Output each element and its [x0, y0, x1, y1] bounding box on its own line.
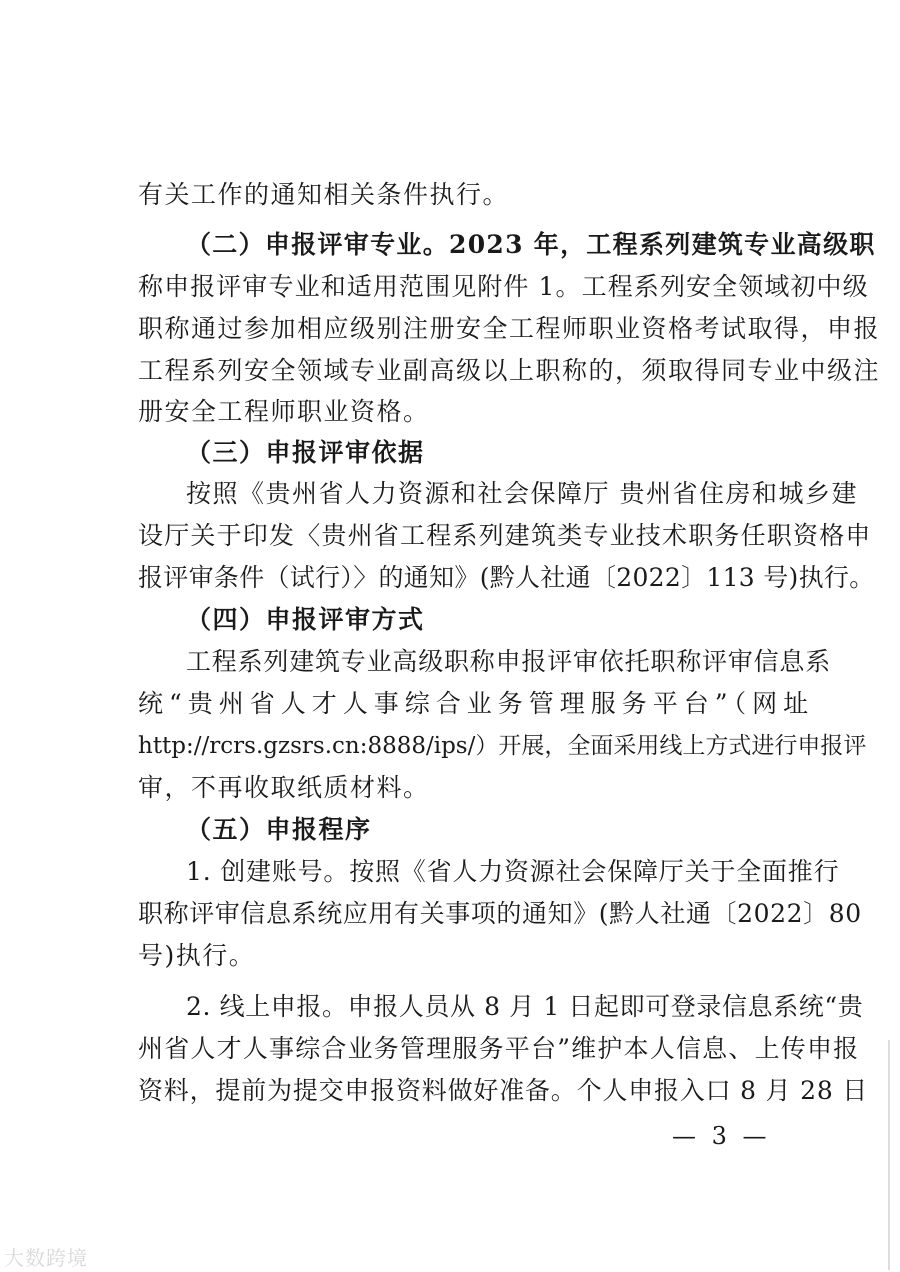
text-line: 工程系列建筑专业高级职称申报评审依托职称评审信息系: [186, 647, 832, 676]
text-line: 职称通过参加相应级别注册安全工程师职业资格考试取得，申报: [138, 314, 881, 343]
page-number: — 3 —: [672, 1122, 771, 1150]
text-line: 按照《贵州省人力资源和社会保障厅 贵州省住房和城乡建: [186, 479, 858, 508]
text-line: 职称评审信息系统应用有关事项的通知》(黔人社通〔2022〕80: [138, 899, 862, 928]
section-heading-2: （二）申报评审专业。2023 年，工程系列建筑专业高级职: [186, 230, 876, 259]
text-line: 2. 线上申报。申报人员从 8 月 1 日起即可登录信息系统“贵: [186, 992, 864, 1021]
text-line: 1. 创建账号。按照《省人力资源社会保障厅关于全面推行: [186, 857, 840, 886]
text-line: 有关工作的通知相关条件执行。: [138, 180, 510, 209]
text-line: 审，不再收取纸质材料。: [138, 773, 430, 802]
text-line: 州省人才人事综合业务管理服务平台”维护本人信息、上传申报: [138, 1034, 860, 1063]
text-line: 设厅关于印发〈贵州省工程系列建筑类专业技术职务任职资格申: [138, 521, 872, 550]
text-line: 报评审条件（试行）〉的通知》(黔人社通〔2022〕113 号)执行。: [138, 563, 875, 592]
scan-edge-divider: [888, 1040, 890, 1270]
text-line: 统“贵州省人才人事综合业务管理服务平台”（网址: [138, 689, 815, 718]
section-heading-4: （四）申报评审方式: [186, 605, 425, 634]
text-line: 册安全工程师职业资格。: [138, 397, 430, 426]
text-line: 工程系列安全领域专业副高级以上职称的，须取得同专业中级注: [138, 356, 881, 385]
section-heading-5: （五）申报程序: [186, 815, 372, 844]
url-line: http://rcrs.gzsrs.cn:8888/ips/）开展，全面采用线上方式进行申报评: [138, 733, 867, 759]
text-line: 资料，提前为提交申报资料做好准备。个人申报入口 8 月 28 日: [138, 1076, 869, 1105]
watermark-logo: 大数跨境: [4, 1246, 88, 1270]
text-line: 号)执行。: [138, 941, 256, 970]
section-heading-3: （三）申报评审依据: [186, 438, 425, 467]
text-line: 称申报评审专业和适用范围见附件 1。工程系列安全领域初中级: [138, 272, 869, 301]
